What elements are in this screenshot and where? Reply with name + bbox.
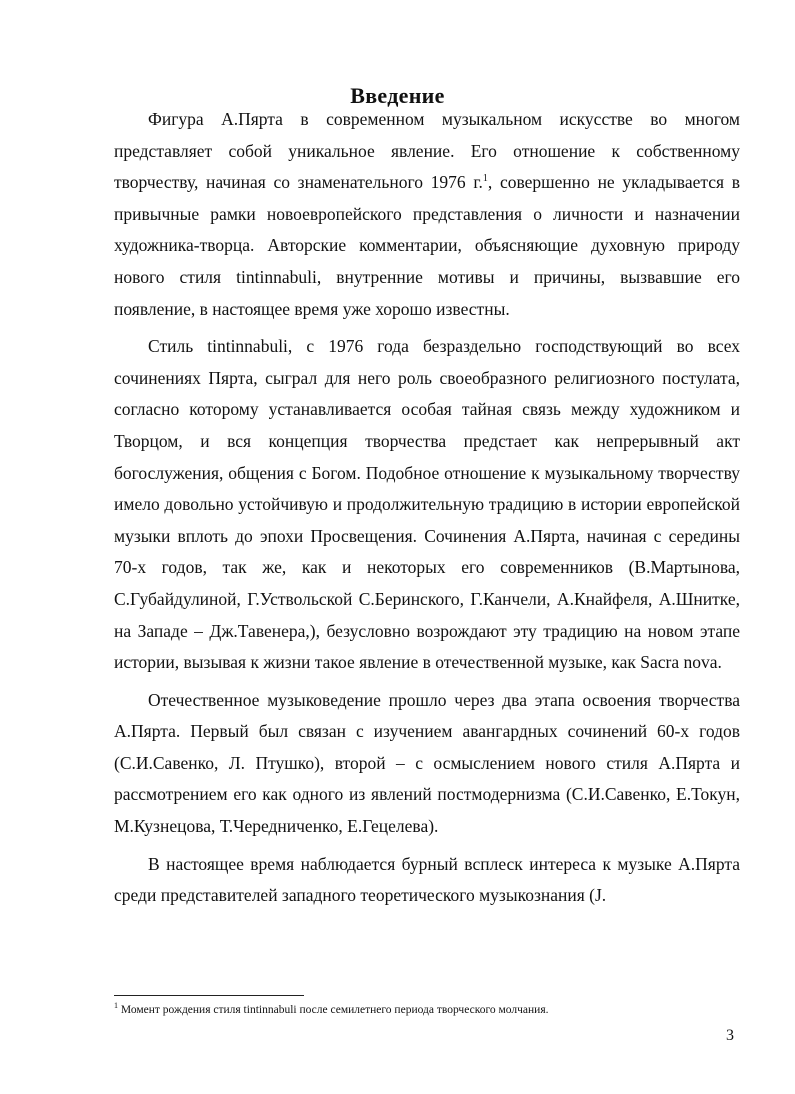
page-title: Введение <box>350 82 445 108</box>
paragraph-1-text-before: Фигура А.Пярта в современном музыкальном искусстве во многом представляет собой уникальное явление. Его отношение к собственному творчеству, начиная со знаменательного 1976 г. <box>114 109 740 193</box>
footnote-divider <box>114 995 304 996</box>
footnote-number: 1 <box>114 1001 118 1011</box>
footnote <box>114 1002 740 1018</box>
paragraph-1-text-after: , совершенно не укладывается в привычные рамки новоевропейского представления о личности и назначении художника-творца. Авторские комментарии, объясняющие духовную природу нового стиля tintinnabuli, внутренние мотивы и причины, вызвавшие его появление, в настоящее время уже хорошо известны. <box>114 172 740 319</box>
paragraph-4: В настоящее время наблюдается бурный всплеск интереса к музыке А.Пярта среди представителей западного теоретического музыкознания (J. <box>114 853 740 906</box>
paragraph-2: Стиль tintinnabuli, с 1976 года безраздельно господствующий во всех сочинениях Пярта, сыграл для него роль своеобразного религиозного постулата, согласно которому устанавливается особая тайная связь между художником и Творцом, и вся концепция творчества предстает как непрерывный акт богослужения, общения с Богом. Подобное отношение к музыкальному творчеству имело довольно устойчивую и продолжительную традицию в истории европейской музыки вплоть до эпохи Просвещения. Сочинения А.Пярта, начиная с середины 70-х годов, так же, как и некоторых его современников (В.Мартынова, С.Губайдулиной, Г.Уствольской С.Беринского, Г.Канчели, А.Кнайфеля, А.Шнитке, на Западе – Дж.Тавенера,), безусловно возрождают эту традицию на новом этапе истории, вызывая к жизни такое явление в отечественной музыке, как Sacra nova. <box>114 336 740 673</box>
footnote-reference[interactable]: 1 <box>482 173 488 185</box>
paragraph-1 <box>114 104 740 325</box>
body-text <box>114 104 740 918</box>
footnote-text: Момент рождения стиля tintinnabuli после семилетнего периода творческого молчания. <box>118 1004 549 1016</box>
page-number: 3 <box>726 1027 734 1044</box>
paragraph-3: Отечественное музыковедение прошло через два этапа освоения творчества А.Пярта. Первый был связан с изучением авангардных сочинений 60-х годов (С.И.Савенко, Л. Птушко), второй – с осмыслением нового стиля А.Пярта и рассмотрением его как одного из явлений постмодернизма (С.И.Савенко, Е.Токун, М.Кузнецова, Т.Чередниченко, Е.Гецелева). <box>114 689 740 837</box>
